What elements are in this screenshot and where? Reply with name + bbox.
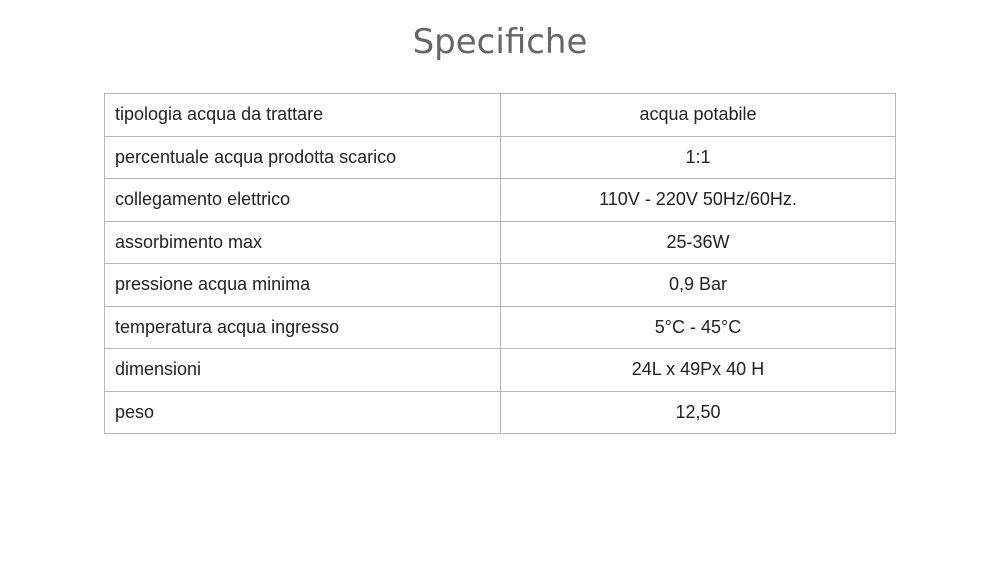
table-row xyxy=(105,221,896,264)
spec-value: 25-36W xyxy=(501,221,896,264)
spec-value: 1:1 xyxy=(501,136,896,179)
spec-label: peso xyxy=(105,391,501,434)
spec-label: percentuale acqua prodotta scarico xyxy=(105,136,501,179)
table-row xyxy=(105,179,896,222)
specs-table xyxy=(104,93,896,434)
spec-value: 110V - 220V 50Hz/60Hz. xyxy=(501,179,896,222)
spec-label: pressione acqua minima xyxy=(105,264,501,307)
spec-label: collegamento elettrico xyxy=(105,179,501,222)
spec-value: acqua potabile xyxy=(501,94,896,137)
spec-value: 5°C - 45°C xyxy=(501,306,896,349)
table-row xyxy=(105,349,896,392)
spec-label: dimensioni xyxy=(105,349,501,392)
spec-label: tipologia acqua da trattare xyxy=(105,94,501,137)
table-row xyxy=(105,136,896,179)
table-row xyxy=(105,94,896,137)
spec-value: 24L x 49Px 40 H xyxy=(501,349,896,392)
table-row xyxy=(105,264,896,307)
spec-value: 12,50 xyxy=(501,391,896,434)
spec-label: temperatura acqua ingresso xyxy=(105,306,501,349)
spec-label: assorbimento max xyxy=(105,221,501,264)
page-title: Specifiche xyxy=(412,22,588,62)
spec-value: 0,9 Bar xyxy=(501,264,896,307)
table-row xyxy=(105,391,896,434)
table-row xyxy=(105,306,896,349)
